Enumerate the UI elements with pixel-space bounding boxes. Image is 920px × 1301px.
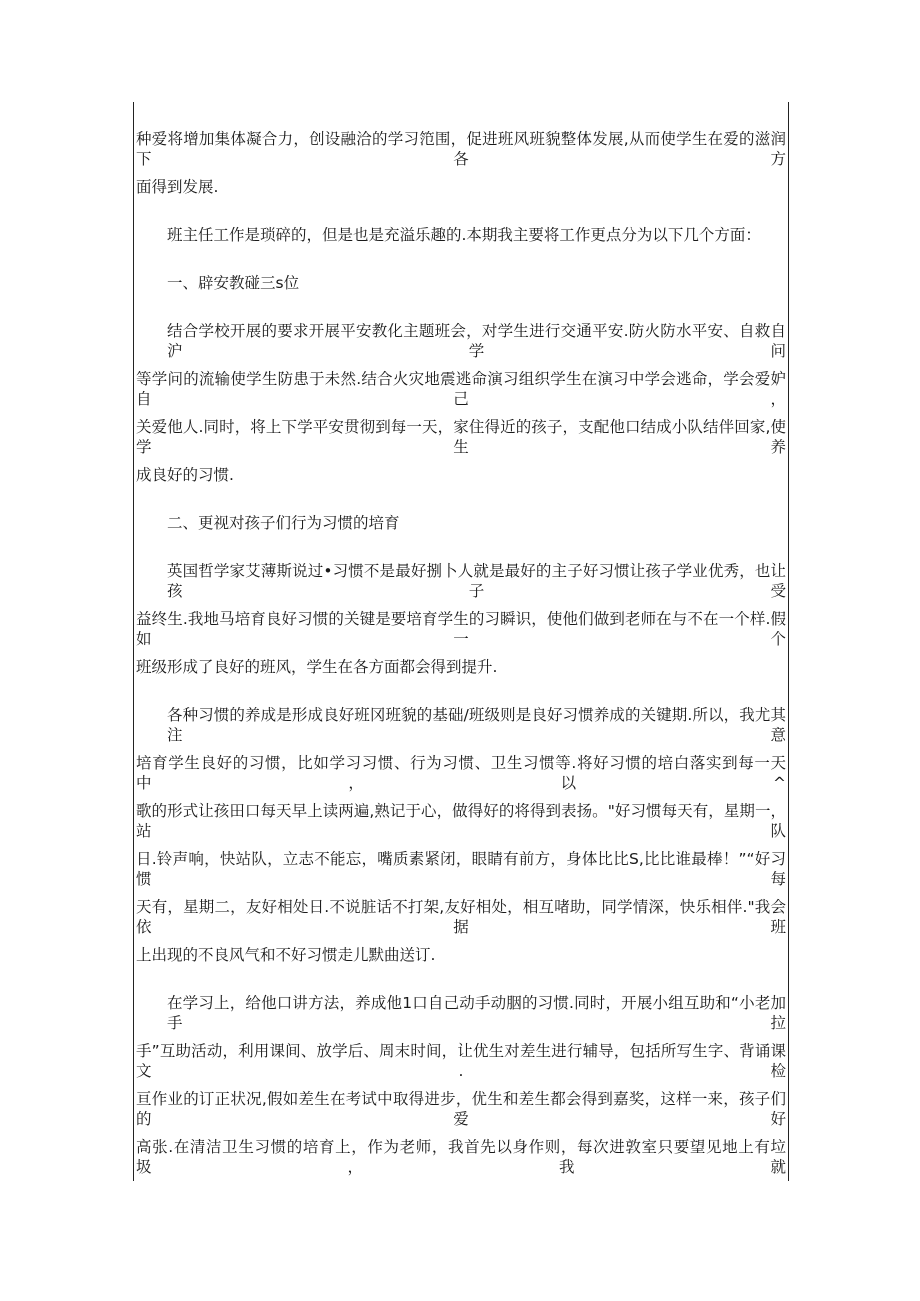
text-line: 各种习惯的养成是形成良好班冈班貌的基础/班级则是良好习惯养成的关键期.所以，我尤其注意	[167, 706, 786, 744]
text-line: 种爱将增加集体凝合力，创设融洽的学习笵围，促进班风班貌整体发展,从而使学生在爱的滋润下各方	[136, 130, 786, 168]
text-line: 在学习上，给他口讲方法，养成他1口自己动手动胭的习惯.同时，开展小组互助和“小老加手拉	[167, 994, 786, 1032]
text-line: 关爱他人.同时，将上下学平安贯彻到每一天，家住得近的孩子，支配他口结成小队结伴回家,使学生养	[136, 418, 786, 456]
text-line: 班级形成了良好的班风，学生在各方面都会得到提升.	[136, 658, 498, 676]
text-line: 成良好的习惯.	[136, 466, 234, 484]
text-line: 英国哲学家艾薄斯说过•习惯不是最好捌卜人就是最好的主子好习惯让孩子学业优秀，也让孩子受	[167, 562, 786, 600]
text-line: 面得到发展.	[136, 178, 219, 196]
text-line: 天有，星期二，友好相处日.不说脏话不打架,友好相处，相互啫助，同学情深，快乐相伴."我会依据班	[136, 898, 786, 936]
text-line: 班主任工作是琐碎的，但是也是充溢乐趣的.本期我主要将工作更点分为以下几个方面：	[167, 226, 761, 244]
page-border-right	[788, 102, 789, 1181]
section-heading: 一、辟安教碰三s位	[167, 274, 300, 292]
text-line: 结合学校开展的要求开展平安教化主题班会，对学生进行交通平安.防火防水平安、自救自沪学问	[167, 322, 786, 360]
section-heading: 二、更视对孩子们行为习惯的培育	[167, 514, 400, 532]
text-line: 亘作业的订正状况,假如差生在考试中取得进步，优生和差生都会得到嘉奖，这样一来，孩子们的爱好	[136, 1090, 786, 1128]
text-line: 手”互助活动，利用课间、放学后、周末时间，让优生对差生进行辅导，包括所写生字、背诵课文.检	[136, 1042, 786, 1080]
text-line: 高张.在清洁卫生习惯的培育上，作为老师，我首先以身作则，每次进敦室只要望见地上有垃圾，我就	[136, 1138, 786, 1176]
text-line: 上出现的不良风气和不好习惯走儿默曲送订.	[136, 946, 436, 964]
text-line: 日.铃声响，快站队，立志不能忘，嘴质素紧闭，眼睛有前方，身体比比S,比比谁最棒！”“好习惯每	[136, 850, 786, 888]
text-line: 等学问的流输使学生防患于未然.结合火灾地震逃命演习组织学生在演习中学会逃命，学会爱妒自己，	[136, 370, 786, 408]
text-line: 培育学生良好的习惯，比如学习习惯、行为习惯、卫生习惯等.将好习惯的培白落实到每一天中，以^	[136, 754, 786, 792]
text-line: 歌的形式让孩田口每天早上读两遍,熟记于心，做得好的将得到表扬。"好习惯每天有，星期一，站队	[136, 802, 786, 840]
text-line: 益终生.我地马培育良好习惯的关键是要培育学生的习瞬识，使他们做到老师在与不在一个样.假如一个	[136, 610, 786, 648]
